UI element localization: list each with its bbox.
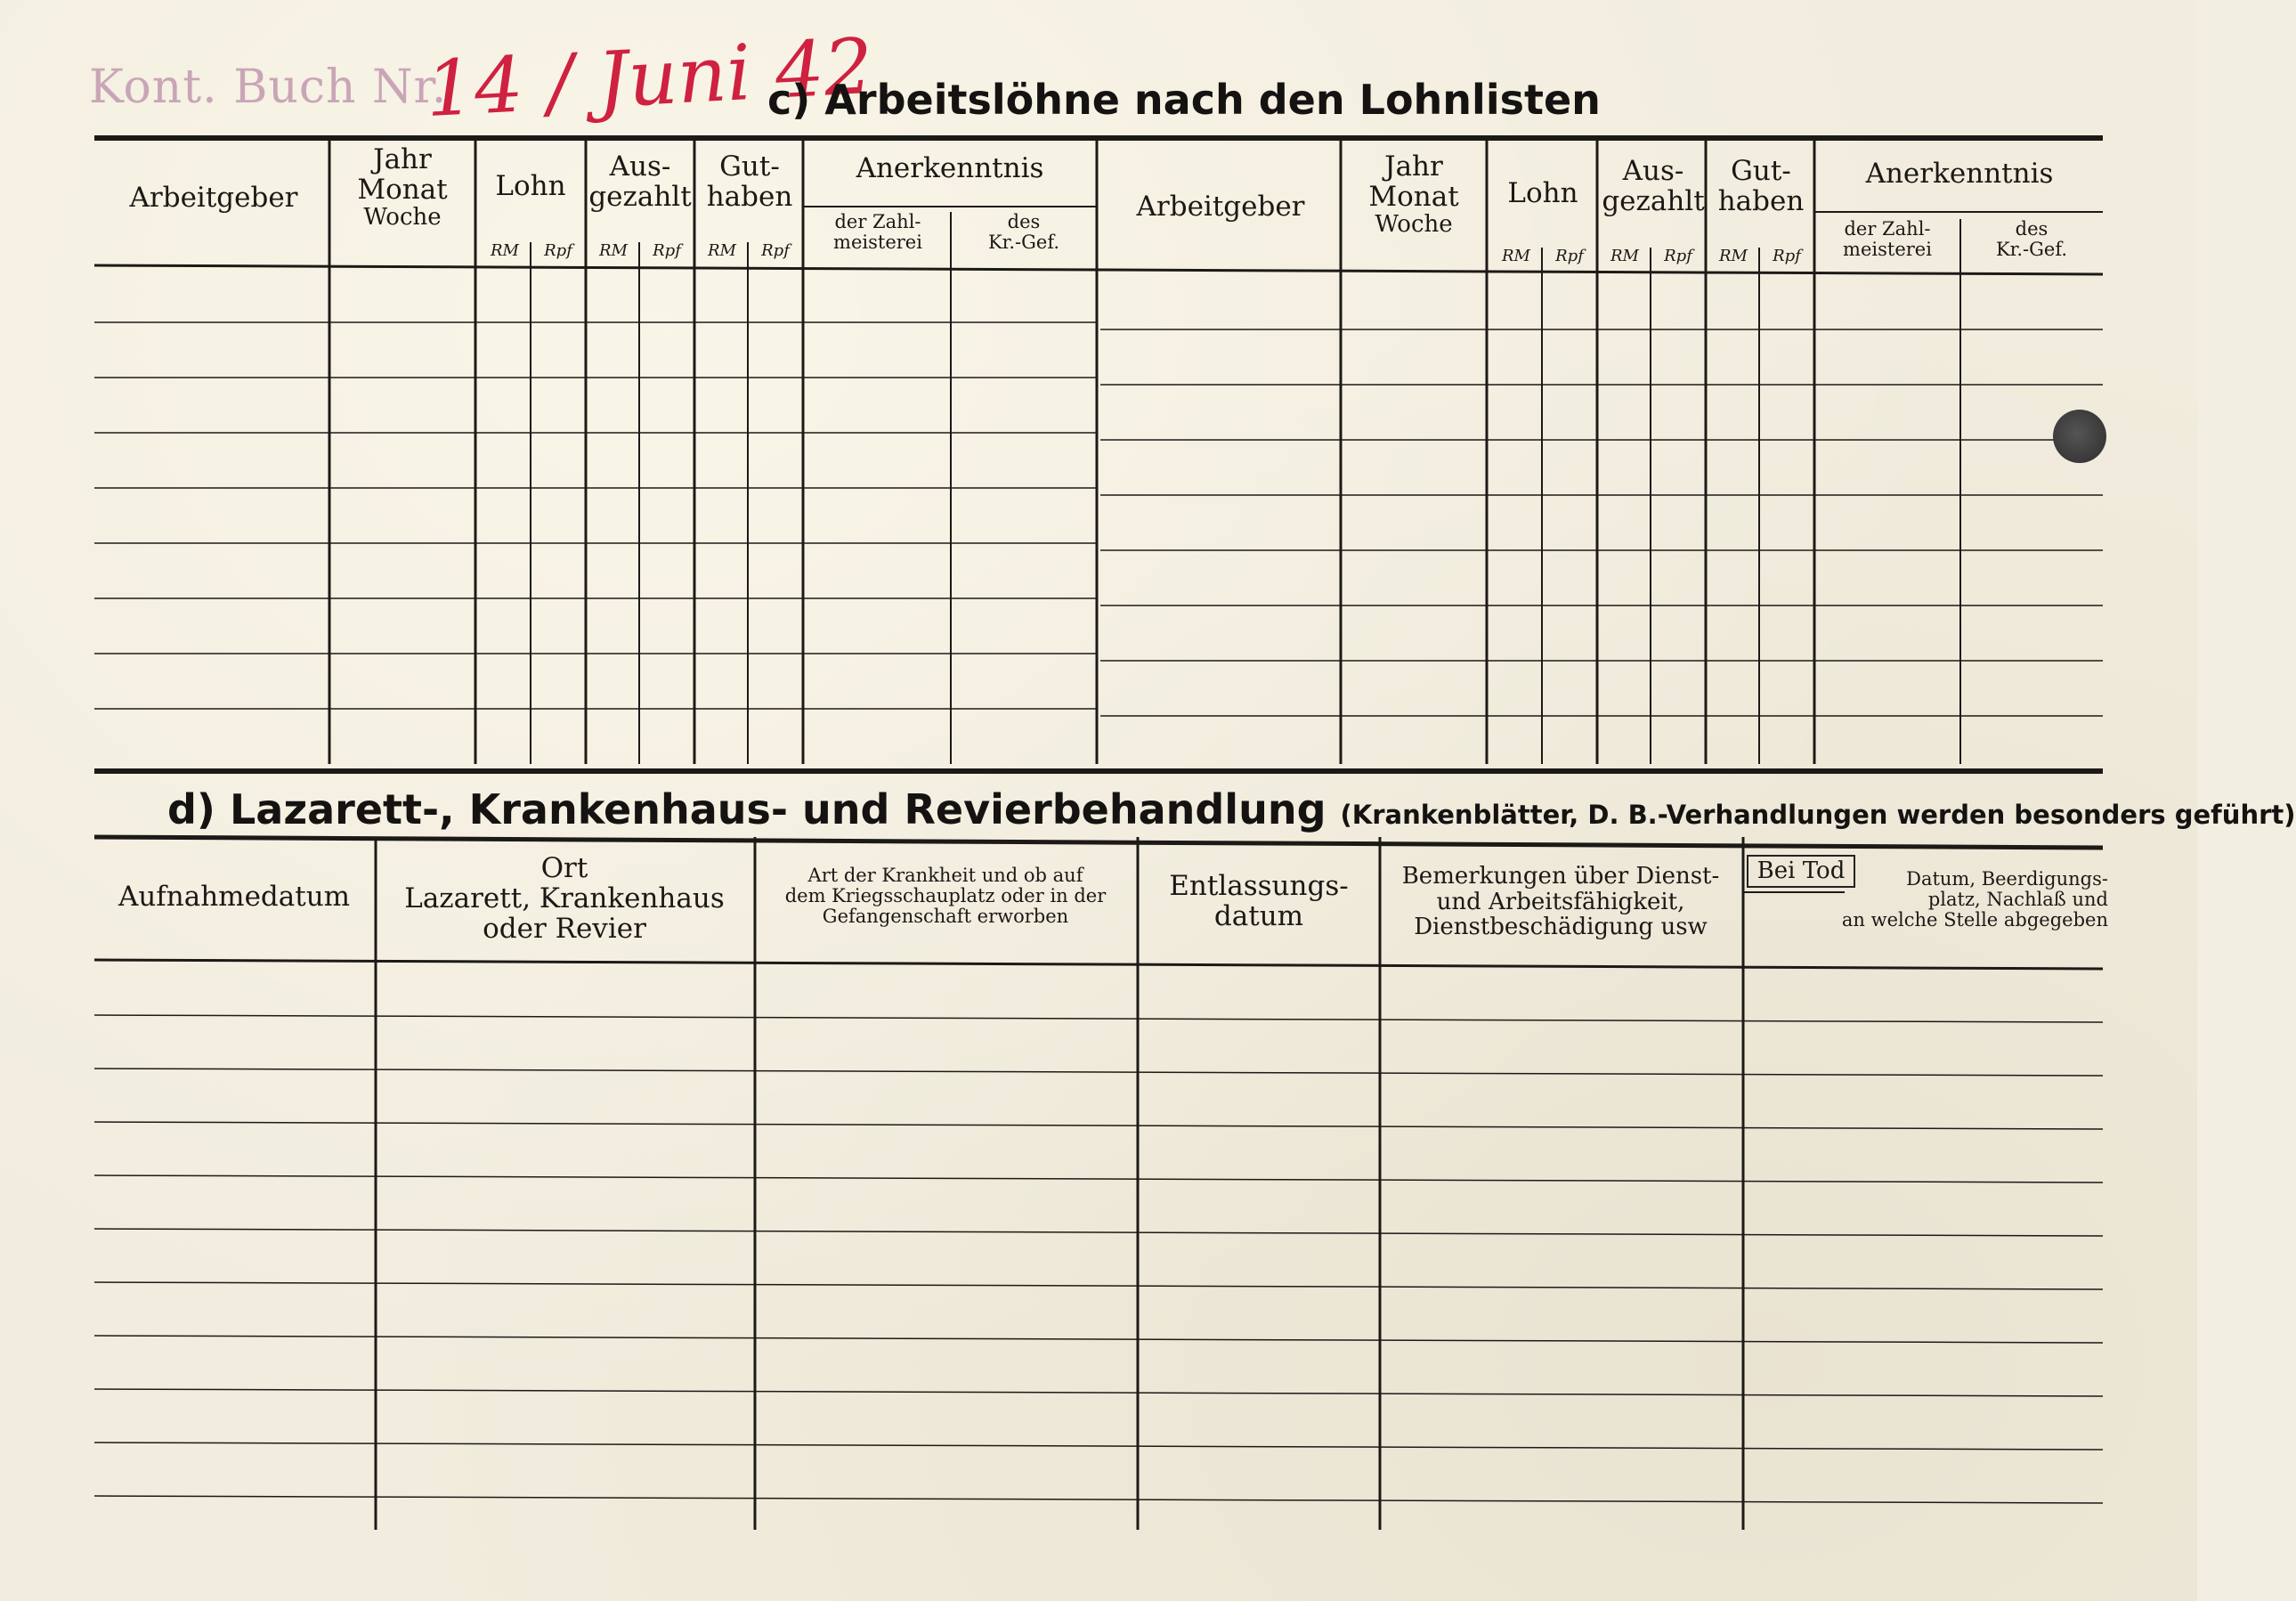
section-d-header-rule [94,960,2103,969]
section-d-row-line-10 [94,1496,2103,1503]
section-c-header-rule [94,265,2103,274]
subheader-guthaben-rm-left: RM [708,241,736,260]
subheader-guthaben-rpf-left: Rpf [761,241,790,260]
subheader-ausgezahlt-rm-left: RM [599,241,628,260]
section-d-row-line-2 [94,1069,2103,1076]
section-d-top-rule [94,837,2103,848]
subheader-lohn-rpf-right: Rpf [1555,247,1584,265]
header-art-der-krankheit: Art der Krankheit und ob auf dem Kriegsschauplatz oder in der Gefangenschaft erworben [784,865,1107,928]
section-d-title [167,785,2296,833]
subheader-lohn-rpf-left: Rpf [544,241,572,260]
header-datum-beerdigung: Datum, Beerdigungs- platz, Nachlaß und an welche Stelle abgegeben [1841,868,2108,931]
header-bemerkungen: Bemerkungen über Dienst- und Arbeitsfähigkeit, Dienstbeschädigung usw [1401,863,1720,941]
subheader-guthaben-rm-right: RM [1719,247,1748,265]
section-d-row-line-9 [94,1443,2103,1450]
subheader-guthaben-rpf-right: Rpf [1773,247,1801,265]
account-book-stamp: Kont. Buch Nr. [89,61,448,114]
section-d-row-line-1 [94,1015,2103,1022]
punch-hole [2053,410,2106,463]
subheader-ausgezahlt-rm-right: RM [1610,247,1639,265]
section-d-row-line-6 [94,1282,2103,1289]
header-zahlmeisterei-left: der Zahl- meisterei [833,211,922,254]
subheader-lohn-rm-left: RM [491,241,519,260]
header-jahr-monat-woche-left: Jahr Monat Woche [357,143,448,232]
section-d-row-line-3 [94,1122,2103,1129]
header-jahr-monat-woche-right: Jahr Monat Woche [1368,150,1459,239]
subheader-ausgezahlt-rpf-right: Rpf [1664,247,1692,265]
header-anerkenntnis-right: Anerkenntnis [1865,158,2054,190]
header-kr-gef-right: des Kr.-Gef. [1995,218,2068,261]
header-zahlmeisterei-right: der Zahl- meisterei [1843,218,1932,261]
header-bei-tod: Bei Tod [1747,855,1855,888]
header-guthaben-left: Gut- haben [706,150,793,214]
header-entlassungsdatum: Entlassungs- datum [1169,870,1349,933]
header-arbeitgeber-right: Arbeitgeber [1136,191,1305,223]
header-lohn-right: Lohn [1507,177,1578,209]
subheader-lohn-rm-right: RM [1502,247,1530,265]
header-aufnahmedatum: Aufnahmedatum [118,881,351,913]
header-guthaben-right: Gut- haben [1717,155,1805,218]
section-d-subtitle: (Krankenblätter, D. B.-Verhandlungen werden besonders geführt) [1340,800,2296,830]
section-d-row-line-5 [94,1229,2103,1236]
handwritten-entry: 14 / Juni 42 [423,21,875,135]
header-anerkenntnis-left: Anerkenntnis [856,152,1044,184]
subheader-ausgezahlt-rpf-left: Rpf [653,241,681,260]
header-ausgezahlt-right: Aus- gezahlt [1602,155,1705,218]
section-d-row-line-4 [94,1175,2103,1182]
header-ort: Ort Lazarett, Krankenhaus oder Revier [404,852,725,946]
section-d-title-main: d) Lazarett-, Krankenhaus- und Revierbehandlung [167,785,1326,833]
header-kr-gef-left: des Kr.-Gef. [987,211,1060,254]
header-lohn-left: Lohn [495,170,566,202]
header-ausgezahlt-left: Aus- gezahlt [588,150,692,214]
section-d-row-line-8 [94,1389,2103,1396]
section-c-title: c) Arbeitslöhne nach den Lohnlisten [767,76,1601,124]
section-d-row-line-7 [94,1336,2103,1343]
header-arbeitgeber-left: Arbeitgeber [129,182,298,214]
